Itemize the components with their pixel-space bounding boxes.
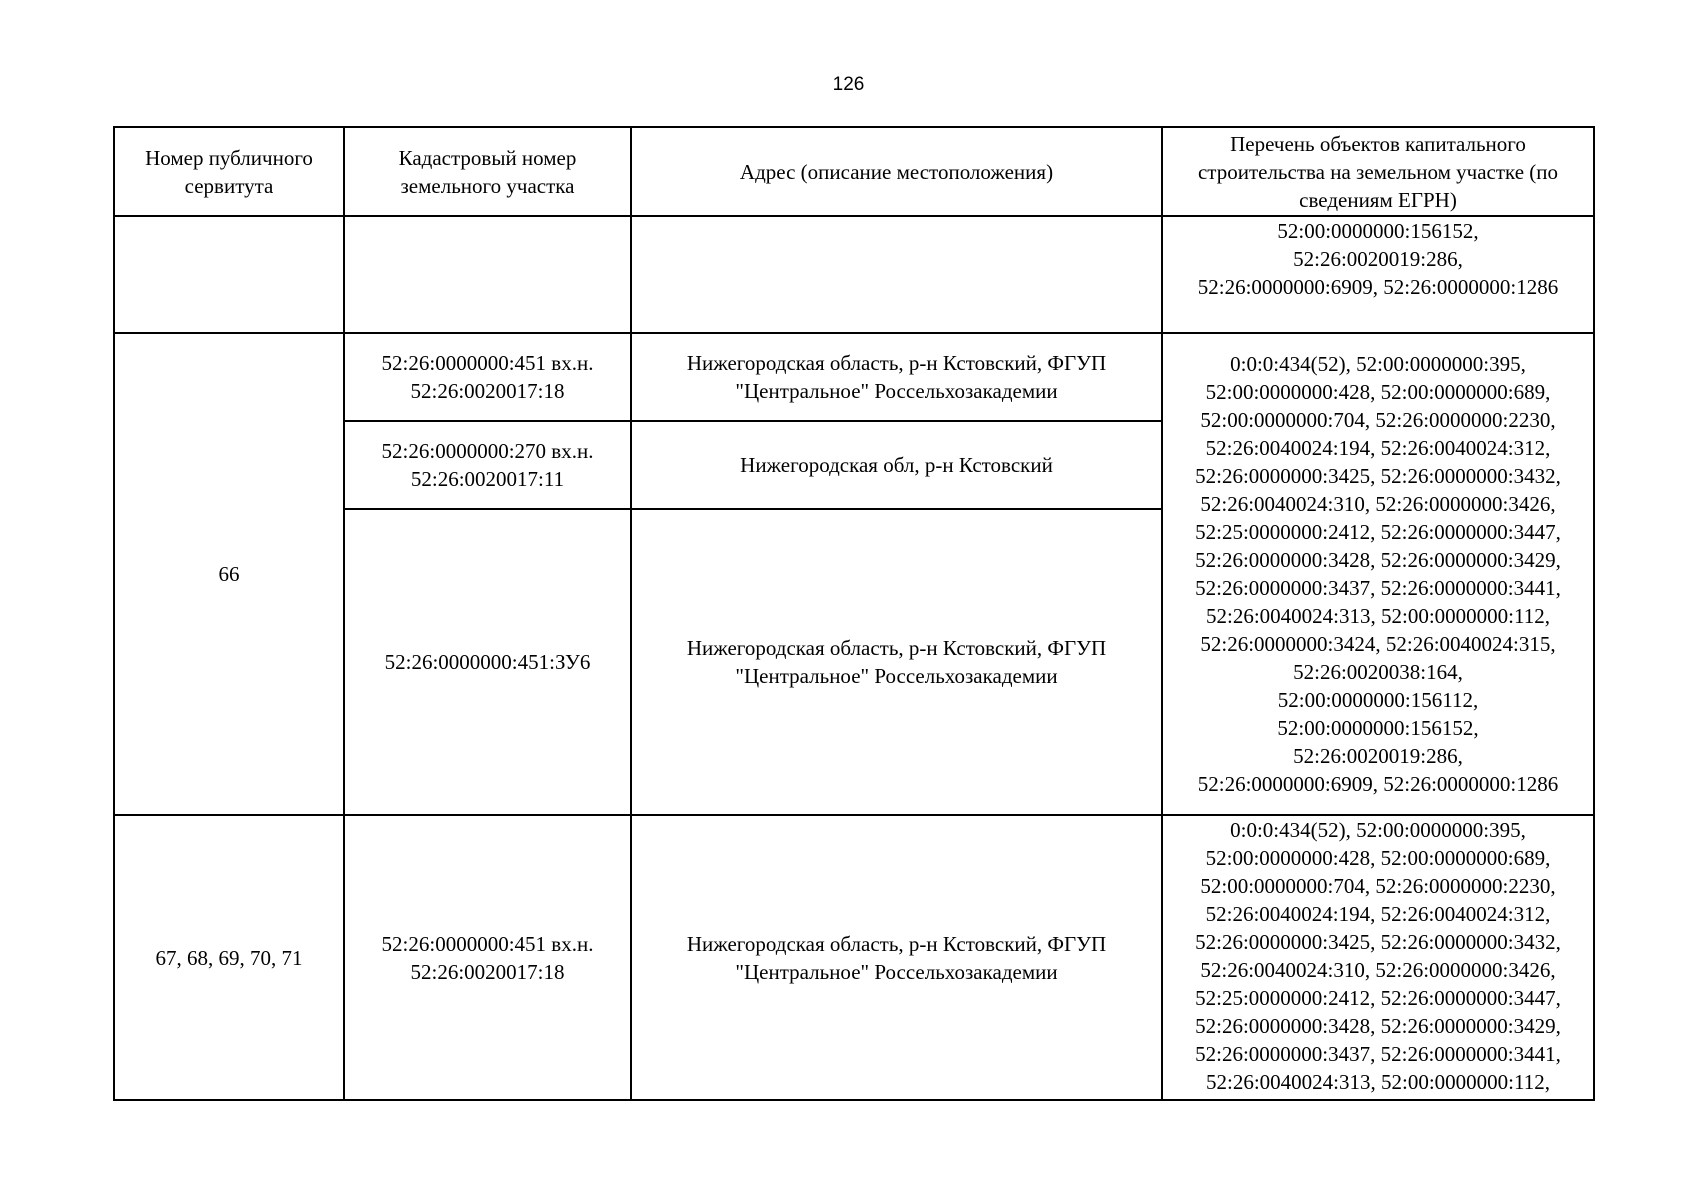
cadastral-number-cell: 52:26:0000000:451:ЗУ6 bbox=[344, 509, 631, 815]
object-line: 52:26:0040024:310, 52:26:0000000:3426, bbox=[1200, 958, 1556, 982]
header-row bbox=[114, 127, 1594, 216]
object-line: 52:26:0000000:6909, 52:26:0000000:1286 bbox=[1197, 275, 1559, 299]
object-line: 52:26:0020019:286, bbox=[1293, 744, 1463, 768]
object-line: 52:26:0040024:194, 52:26:0040024:312, bbox=[1205, 902, 1551, 926]
header-servitude-number: Номер публичного сервитута bbox=[114, 127, 344, 216]
object-line: 52:26:0000000:3428, 52:26:0000000:3429, bbox=[1195, 1014, 1561, 1038]
address-cell: Нижегородская обл, р-н Кстовский bbox=[631, 421, 1162, 509]
object-line: 52:00:0000000:704, 52:26:0000000:2230, bbox=[1200, 408, 1556, 432]
object-line: 52:26:0000000:3425, 52:26:0000000:3432, bbox=[1195, 464, 1561, 488]
object-line: 52:26:0020038:164, bbox=[1293, 660, 1463, 684]
object-line: 52:26:0000000:3437, 52:26:0000000:3441, bbox=[1195, 1042, 1561, 1066]
object-line: 52:00:0000000:156152, bbox=[1277, 219, 1479, 243]
table-row-continuation bbox=[114, 216, 1594, 333]
objects-cell-continuation bbox=[1162, 216, 1594, 333]
object-line: 52:26:0040024:313, 52:00:0000000:112, bbox=[1206, 1070, 1550, 1094]
object-line: 52:26:0000000:3425, 52:26:0000000:3432, bbox=[1195, 930, 1561, 954]
header-address: Адрес (описание местоположения) bbox=[631, 127, 1162, 216]
cadastral-cell-empty bbox=[344, 216, 631, 333]
object-line: 52:26:0040024:310, 52:26:0000000:3426, bbox=[1200, 492, 1556, 516]
page-number: 126 bbox=[832, 74, 865, 95]
object-line: 52:26:0040024:313, 52:00:0000000:112, bbox=[1206, 604, 1550, 628]
objects-cell-66 bbox=[1162, 333, 1594, 815]
servitude-table bbox=[113, 126, 1595, 1101]
object-line: 52:00:0000000:704, 52:26:0000000:2230, bbox=[1200, 874, 1556, 898]
object-line: 52:26:0000000:3428, 52:26:0000000:3429, bbox=[1195, 548, 1561, 572]
object-line: 52:00:0000000:156152, bbox=[1277, 716, 1479, 740]
cadastral-number-cell: 52:26:0000000:451 вх.н. 52:26:0020017:18 bbox=[344, 815, 631, 1100]
object-line: 52:00:0000000:156112, bbox=[1277, 688, 1479, 712]
address-cell: Нижегородская область, р-н Кстовский, ФГУП "Центральное" Россельхозакадемии bbox=[631, 509, 1162, 815]
header-objects-list: Перечень объектов капитального строительства на земельном участке (по сведениям ЕГРН) bbox=[1162, 127, 1594, 216]
object-line: 52:26:0000000:3424, 52:26:0040024:315, bbox=[1200, 632, 1556, 656]
header-cadastral-number: Кадастровый номер земельного участка bbox=[344, 127, 631, 216]
object-line: 52:25:0000000:2412, 52:26:0000000:3447, bbox=[1195, 520, 1561, 544]
cadastral-number-cell: 52:26:0000000:451 вх.н. 52:26:0020017:18 bbox=[344, 333, 631, 421]
objects-cell-67 bbox=[1162, 815, 1594, 1100]
object-line: 52:00:0000000:428, 52:00:0000000:689, bbox=[1205, 846, 1551, 870]
object-line: 0:0:0:434(52), 52:00:0000000:395, bbox=[1230, 352, 1526, 376]
table-row-67 bbox=[114, 815, 1594, 1100]
object-line: 52:26:0000000:3437, 52:26:0000000:3441, bbox=[1195, 576, 1561, 600]
object-line: 52:26:0040024:194, 52:26:0040024:312, bbox=[1205, 436, 1551, 460]
address-cell: Нижегородская область, р-н Кстовский, ФГУП "Центральное" Россельхозакадемии bbox=[631, 815, 1162, 1100]
address-cell: Нижегородская область, р-н Кстовский, ФГУП "Центральное" Россельхозакадемии bbox=[631, 333, 1162, 421]
object-line: 52:00:0000000:428, 52:00:0000000:689, bbox=[1205, 380, 1551, 404]
servitude-number-66: 66 bbox=[114, 333, 344, 815]
object-line: 52:25:0000000:2412, 52:26:0000000:3447, bbox=[1195, 986, 1561, 1010]
object-line: 52:26:0000000:6909, 52:26:0000000:1286 bbox=[1197, 772, 1559, 796]
object-line: 52:26:0020019:286, bbox=[1293, 247, 1463, 271]
object-line: 0:0:0:434(52), 52:00:0000000:395, bbox=[1230, 818, 1526, 842]
table-row-66a bbox=[114, 333, 1594, 421]
address-cell-empty bbox=[631, 216, 1162, 333]
servitude-number-67-71: 67, 68, 69, 70, 71 bbox=[114, 815, 344, 1100]
servitude-cell-empty bbox=[114, 216, 344, 333]
cadastral-number-cell: 52:26:0000000:270 вх.н. 52:26:0020017:11 bbox=[344, 421, 631, 509]
